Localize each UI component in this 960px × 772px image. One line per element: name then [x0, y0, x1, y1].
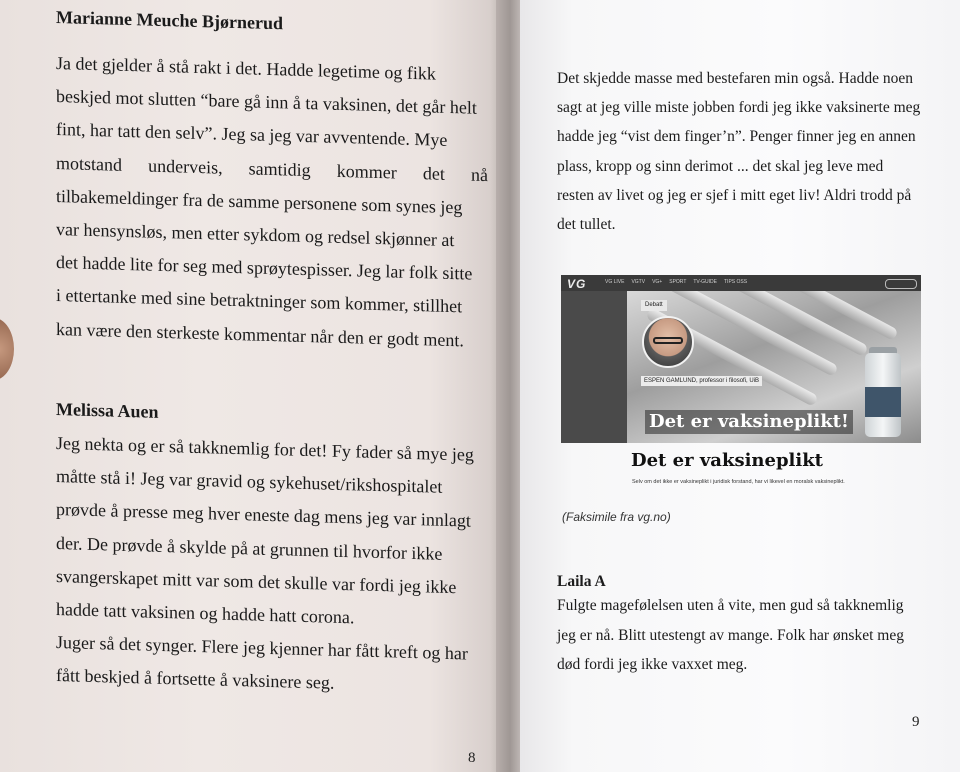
text-line: det tullet.	[557, 216, 616, 233]
text-line: hadde tatt vaksinen og hadde hatt corona.	[56, 599, 355, 628]
text-line: død fordi jeg ikke vaxxet meg.	[557, 656, 748, 674]
text-line	[56, 152, 488, 186]
text-line: det hadde lite for seg med sprøytespisser. Jeg lar folk sitte	[56, 252, 473, 284]
author-name-melissa: Melissa Auen	[56, 399, 159, 422]
word: samtidig	[248, 157, 311, 180]
glasses-icon	[653, 337, 683, 344]
page-number-left: 8	[468, 750, 476, 766]
vg-facsimile-image	[561, 275, 921, 443]
text-line: plass, kropp og sinn derimot ... det skal jeg leve med	[557, 157, 884, 175]
text-line: var hensynsløs, men etter sykdom og redsel skjønner at	[56, 219, 455, 251]
text-line: kan være den sterkeste kommentar når den er godt ment.	[56, 318, 464, 350]
vg-menu	[605, 279, 754, 285]
word: det	[422, 162, 445, 184]
page-number-right: 9	[912, 714, 920, 730]
text-line: der. De prøvde å skylde på at grunnen til hvorfor ikke	[56, 532, 443, 564]
vg-topbar	[561, 275, 921, 291]
author-name-marianne: Marianne Meuche Bjørnerud	[56, 7, 283, 34]
left-page-text	[56, 0, 496, 694]
facsimile-caption: (Faksimile fra vg.no)	[562, 510, 671, 524]
vial-label	[865, 387, 901, 417]
text-line: beskjed mot slutten “bare gå inn å ta vaksinen, det går helt	[56, 86, 477, 118]
thumb	[0, 318, 14, 380]
text-line: svangerskapet mitt var som det skulle var fordi jeg ikke	[56, 565, 457, 597]
text-line: Juger så det synger. Flere jeg kjenner har fått kreft og har	[56, 632, 468, 664]
text-line: jeg er nå. Blitt utestengt av mange. Folk har ønsket meg	[557, 626, 904, 644]
text-line: hadde jeg “vist dem finger’n”. Penger finner jeg en annen	[557, 128, 916, 146]
text-line: fått beskjed å fortsette å vaksinere seg.	[56, 665, 335, 694]
text-line: i ettertanke med sine betraktninger som kommer, stillhet	[56, 285, 463, 317]
vg-menu-item: VGTV	[631, 279, 646, 285]
vg-menu-item: SPORT	[669, 279, 687, 285]
vg-menu-item: VG+	[652, 279, 663, 285]
text-line: Jeg nekta og er så takknemlig for det! Fy fader så mye jeg	[56, 433, 474, 465]
text-line: måtte stå i! Jeg var gravid og sykehuset/rikshospitalet	[56, 466, 443, 497]
vg-logo: VG	[567, 277, 587, 291]
text-line: Det skjedde masse med bestefaren min også. Hadde noen	[557, 70, 913, 87]
text-line: Fulgte magefølelsen uten å vite, men gud så takknemlig	[557, 597, 904, 614]
text-line: tilbakemeldinger fra de samme personene som synes jeg	[56, 185, 463, 218]
vg-menu-item: TIPS OSS	[724, 279, 748, 285]
text-line: prøvde å presse meg hver eneste dag mens jeg var innlagt	[56, 499, 471, 531]
text-line: fint, har tatt den selv”. Jeg sa jeg var avventende. Mye	[56, 119, 448, 151]
author-byline: ESPEN GAMLUND, professor i filosofi, UiB	[641, 376, 762, 386]
vg-menu-item: TV-GUIDE	[693, 279, 717, 285]
debatt-tag: Debatt	[641, 300, 667, 311]
text-line: sagt at jeg ville miste jobben fordi jeg ikke vaksinerte meg	[557, 99, 921, 117]
word: underveis,	[148, 155, 223, 178]
word: nå	[470, 164, 488, 185]
text-line: resten av livet og jeg er sjef i mitt eget liv! Aldri trodd på	[557, 186, 912, 204]
author-name-laila: Laila A	[557, 573, 606, 590]
article-title: Det er vaksineplikt	[631, 450, 823, 471]
text-line: Ja det gjelder å stå rakt i det. Hadde legetime og fikk	[56, 53, 436, 84]
vg-menu-item: VG LIVE	[605, 279, 625, 285]
vg-login-button	[885, 279, 917, 289]
word: kommer	[336, 160, 397, 183]
word: motstand	[56, 152, 122, 175]
article-subtitle: Selv om det ikke er vaksineplikt i juridisk forstand, har vi likevel en moralsk vaksineplikt.	[632, 479, 845, 485]
image-headline: Det er vaksineplikt!	[645, 410, 853, 434]
